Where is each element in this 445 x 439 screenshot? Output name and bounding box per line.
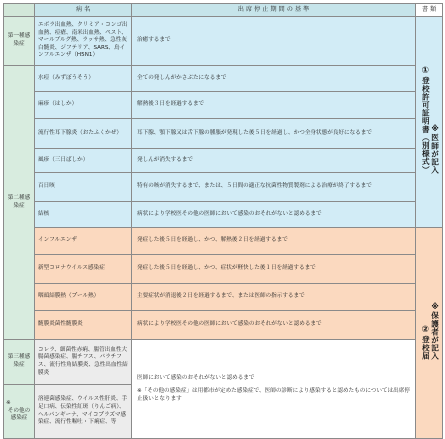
table-row <box>4 149 443 173</box>
disease-cell: 咽頭結膜熱（プール熱） <box>35 284 132 311</box>
disease-cell: エボラ出血熱、クリミア・コンゴ出血熱、痘瘡、南米出血熱、ペスト、マールブルグ熱、ラッサ熱、急性灰白髄炎、ジフテリア、SARS、鳥インフルエンザ（H5N1） <box>35 17 132 66</box>
criteria-cell: 病状により学校医その他の医師において感染のおそれがないと認めるまで <box>132 311 416 340</box>
other-infection-note: ※「その他の感染症」は用都市が定めた感染症で、医師の診断により感染すると認めたものについては出席停止扱いとなります <box>137 388 410 402</box>
criteria-cell: 特有の咳が消失するまで、または、５日間の適正な抗菌性物質製剤による治療が終了するまで <box>132 173 416 202</box>
document-doctor-certificate <box>416 17 443 228</box>
header-category-cell <box>4 4 35 17</box>
table-row <box>4 17 443 66</box>
disease-cell: 麻疹（はしか） <box>35 92 132 119</box>
table-row <box>4 340 443 385</box>
criteria-cell: 発症した後５日を経過し、かつ、解熱後２日を経過するまで <box>132 228 416 255</box>
header-criteria: 出 席 停 止 期 間 の 基 準 <box>132 4 416 17</box>
disease-cell: 流行性耳下腺炎（おたふくかぜ） <box>35 119 132 149</box>
document-doctor-number: ① <box>420 66 431 77</box>
disease-cell: 溶連菌感染症、ウイルス性肝炎、手足口病、伝染性紅斑（りんご病）、ヘルパンギーナ、マイコプラズマ感染症、流行性嘔吐・下痢症、等 <box>35 385 132 439</box>
shared-criteria-text: 医師において感染のおそれがないと認めるまで <box>137 374 255 381</box>
criteria-cell: 耳下腺、顎下腺又は舌下腺の腫脹が発現した後５日を経過し、かつ全身状態が良好になるまで <box>132 119 416 149</box>
criteria-cell: 発症した後５日を経過し、かつ、症状が軽快した後１日を経過するまで <box>132 255 416 284</box>
category-third: 第三種感染症 <box>4 340 35 385</box>
criteria-cell: 主要症状が消退後２日を経過するまで、または医師の指示するまで <box>132 284 416 311</box>
table-row <box>4 284 443 311</box>
table-row <box>4 92 443 119</box>
document-doctor-title: 登校許可証明書（別様式） <box>421 76 431 175</box>
criteria-cell: 発しんが消失するまで <box>132 149 416 173</box>
disease-cell: 水痘（みずぼうそう） <box>35 66 132 92</box>
criteria-cell: 全ての発しんがかさぶたになるまで <box>132 66 416 92</box>
document-guardian-notice <box>416 228 443 439</box>
document-guardian-label <box>419 325 429 360</box>
attendance-suspension-table <box>3 3 443 439</box>
category-other <box>4 385 35 439</box>
category-other-label: その他の感染症 <box>7 407 31 422</box>
document-guardian-title: 登校届 <box>421 335 431 361</box>
disease-cell: インフルエンザ <box>35 228 132 255</box>
table-row <box>4 119 443 149</box>
disease-cell: コレラ、細菌性赤痢、腸管出血性大腸菌感染症、腸チフス、パラチフス、流行性角結膜炎、急性出血性結膜炎 <box>35 340 132 385</box>
disease-cell: 百日咳 <box>35 173 132 202</box>
disease-cell: 髄膜炎菌性髄膜炎 <box>35 311 132 340</box>
disease-cell: 結核 <box>35 202 132 228</box>
document-guardian-number: ② <box>420 325 431 336</box>
table-row <box>4 173 443 202</box>
header-disease: 病 名 <box>35 4 132 17</box>
table-row <box>4 311 443 340</box>
disease-cell: 新型コロナウイルス感染症 <box>35 255 132 284</box>
criteria-cell: 解熱後３日を経過するまで <box>132 92 416 119</box>
table-row <box>4 255 443 284</box>
header-row <box>4 4 443 17</box>
criteria-cell: 病状により学校医その他の医師において感染のおそれがないと認めるまで <box>132 202 416 228</box>
table-row <box>4 228 443 255</box>
document-doctor-note: ※医師が記入 <box>430 124 440 175</box>
document-doctor-label <box>419 66 429 174</box>
document-guardian-note: ※保護者が記入 <box>430 302 440 361</box>
category-first: 第一種感染症 <box>4 17 35 66</box>
category-second: 第二種感染症 <box>4 66 35 340</box>
table-row <box>4 202 443 228</box>
disease-cell: 風疹（三日ばしか） <box>35 149 132 173</box>
criteria-cell: 治癒するまで <box>132 17 416 66</box>
table-row <box>4 66 443 92</box>
criteria-cell-shared <box>132 340 416 439</box>
header-document: 書 類 <box>416 4 443 17</box>
category-other-mark: ※ <box>6 400 11 407</box>
